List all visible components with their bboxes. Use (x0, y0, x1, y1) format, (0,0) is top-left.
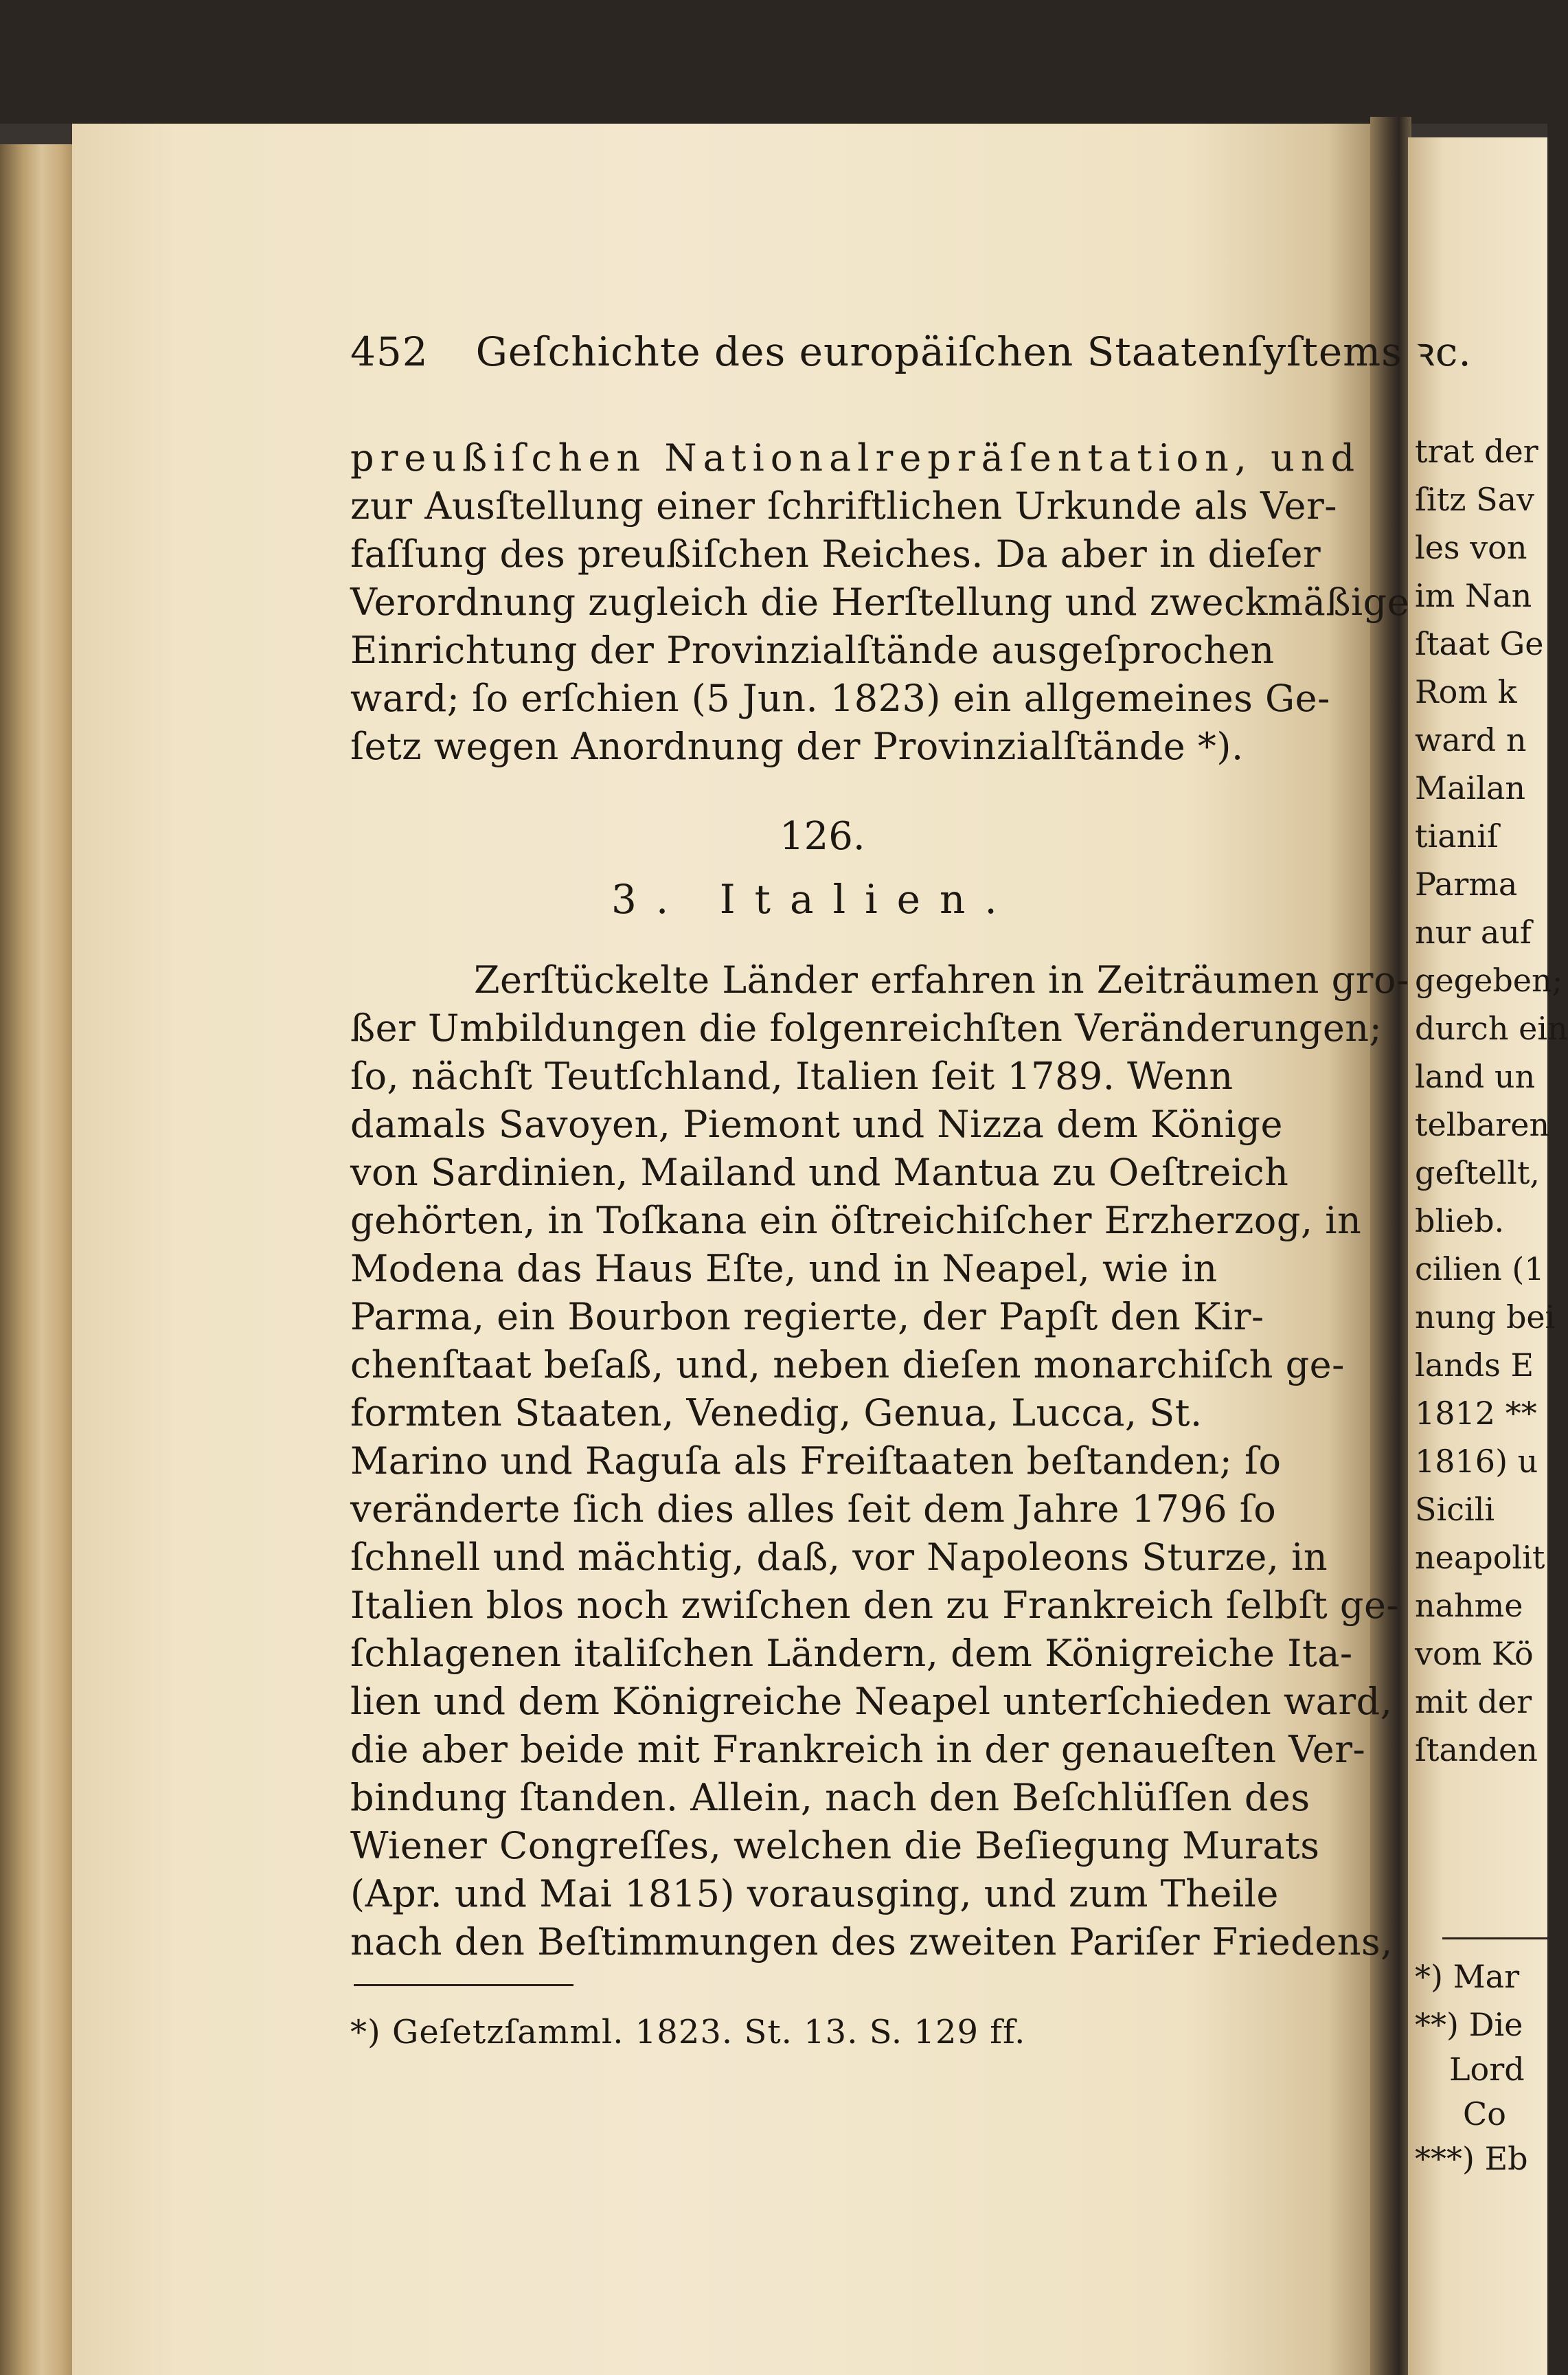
text-line: formten Staaten, Venedig, Genua, Lucca, St. (350, 1391, 1203, 1434)
text-line: Modena das Haus Eſte, und in Neapel, wie in (350, 1247, 1218, 1290)
facing-line: nahme (1415, 1587, 1523, 1624)
facing-line: ſtanden (1415, 1731, 1538, 1768)
text-line: von Sardinien, Mailand und Mantua zu Oeſtreich (350, 1151, 1289, 1194)
text-line: chenſtaat beſaß, und, neben dieſen monarchiſch ge- (350, 1343, 1345, 1386)
running-title: Geſchichte des europäiſchen Staatenſyſtems ꝛc. (475, 328, 1472, 375)
facing-footnote-rule (1442, 1937, 1547, 1939)
text-line: ſchlagenen italiſchen Ländern, dem Königreiche Ita- (350, 1632, 1353, 1675)
facing-line: ſtaat Ge (1415, 625, 1544, 662)
facing-line: neapolit (1415, 1539, 1545, 1576)
text-line: lien und dem Königreiche Neapel unterſchieden ward, (350, 1680, 1393, 1723)
page-number: 452 (350, 328, 429, 375)
text-line: ſetz wegen Anordnung der Provinzialſtände *). (350, 725, 1244, 768)
book-gutter (1370, 117, 1411, 2375)
text-line: Wiener Congreſſes, welchen die Beſiegung Murats (350, 1824, 1320, 1867)
facing-line: les von (1415, 529, 1527, 566)
text-line: die aber beide mit Frankreich in der genaueſten Ver- (350, 1728, 1366, 1771)
facing-line: land un (1415, 1058, 1536, 1095)
facing-line: mit der (1415, 1683, 1532, 1720)
facing-line: ſitz Sav (1415, 481, 1535, 518)
page-stack-edge (0, 144, 76, 2375)
text-line: faſſung des preußiſchen Reiches. Da aber in dieſer (350, 532, 1321, 576)
text-line: Zerſtückelte Länder erfahren in Zeiträumen gro- (474, 958, 1409, 1002)
section-title: 3. Italien. (611, 876, 1016, 923)
text-line: Einrichtung der Provinzialſtände ausgeſprochen (350, 629, 1275, 672)
facing-line: 1812 ** (1415, 1395, 1537, 1432)
facing-line: 1816) u (1415, 1443, 1538, 1480)
facing-line: lands E (1415, 1347, 1534, 1384)
running-head (350, 323, 1472, 377)
text-line: ſo, nächſt Teutſchland, Italien ſeit 1789. Wenn (350, 1055, 1234, 1098)
facing-line: tianiſ (1415, 818, 1499, 855)
facing-line: trat der (1415, 433, 1538, 470)
text-line: zur Ausſtellung einer ſchriftlichen Urkunde als Ver- (350, 484, 1338, 528)
text-line: nach den Beſtimmungen des zweiten Pariſer Friedens, (350, 1920, 1393, 1963)
facing-line: Mailan (1415, 769, 1525, 807)
text-line: bindung ſtanden. Allein, nach den Beſchlüſſen des (350, 1776, 1310, 1819)
text-line: gehörten, in Toſkana ein öſtreichiſcher Erzherzog, in (350, 1199, 1362, 1242)
text-line: Italien blos noch zwiſchen den zu Frankreich ſelbſt ge- (350, 1584, 1400, 1627)
facing-line: nung bei (1415, 1298, 1556, 1336)
text-line: damals Savoyen, Piemont und Nizza dem Könige (350, 1103, 1283, 1146)
facing-line: telbaren (1415, 1106, 1550, 1143)
facing-line: vom Kö (1415, 1635, 1534, 1672)
facing-line: blieb. (1415, 1202, 1505, 1239)
facing-line: Sicili (1415, 1491, 1495, 1528)
text-line: Marino und Raguſa als Freiſtaaten beſtanden; ſo (350, 1439, 1282, 1483)
facing-note: *) Mar (1415, 1958, 1520, 1995)
facing-line: im Nan (1415, 577, 1532, 614)
footnote-rule (354, 1984, 573, 1986)
facing-line: nur auf (1415, 914, 1532, 951)
facing-line: gegeben; (1415, 962, 1563, 999)
facing-note: **) Die (1415, 2006, 1523, 2043)
facing-line: geſtellt, (1415, 1154, 1540, 1191)
facing-note: ***) Eb (1415, 2140, 1528, 2177)
text-line: ßer Umbildungen die folgenreichſten Veränderungen; (350, 1006, 1383, 1050)
facing-line: ward n (1415, 721, 1527, 758)
facing-line: Parma (1415, 866, 1518, 903)
text-line: ward; ſo erſchien (5 Jun. 1823) ein allgemeines Ge- (350, 677, 1330, 720)
text-line: (Apr. und Mai 1815) vorausging, und zum Theile (350, 1872, 1279, 1915)
section-number: 126. (780, 814, 865, 859)
facing-line: durch ein (1415, 1010, 1568, 1047)
facing-note: Lord (1449, 2051, 1525, 2088)
facing-line: Rom k (1415, 673, 1517, 710)
text-line: Parma, ein Bourbon regierte, der Papſt den Kir- (350, 1295, 1264, 1338)
text-line: veränderte ſich dies alles ſeit dem Jahre 1796 ſo (350, 1487, 1277, 1531)
text-line: Verordnung zugleich die Herſtellung und zweckmäßige (350, 581, 1410, 624)
text-line: preußiſchen Nationalrepräſentation, und (350, 436, 1361, 480)
footnote: *) Geſetzſamml. 1823. St. 13. S. 129 ff. (350, 2013, 1026, 2051)
facing-note: Co (1463, 2095, 1506, 2132)
facing-line: cilien (1 (1415, 1250, 1545, 1287)
text-line: ſchnell und mächtig, daß, vor Napoleons Sturze, in (350, 1535, 1328, 1579)
